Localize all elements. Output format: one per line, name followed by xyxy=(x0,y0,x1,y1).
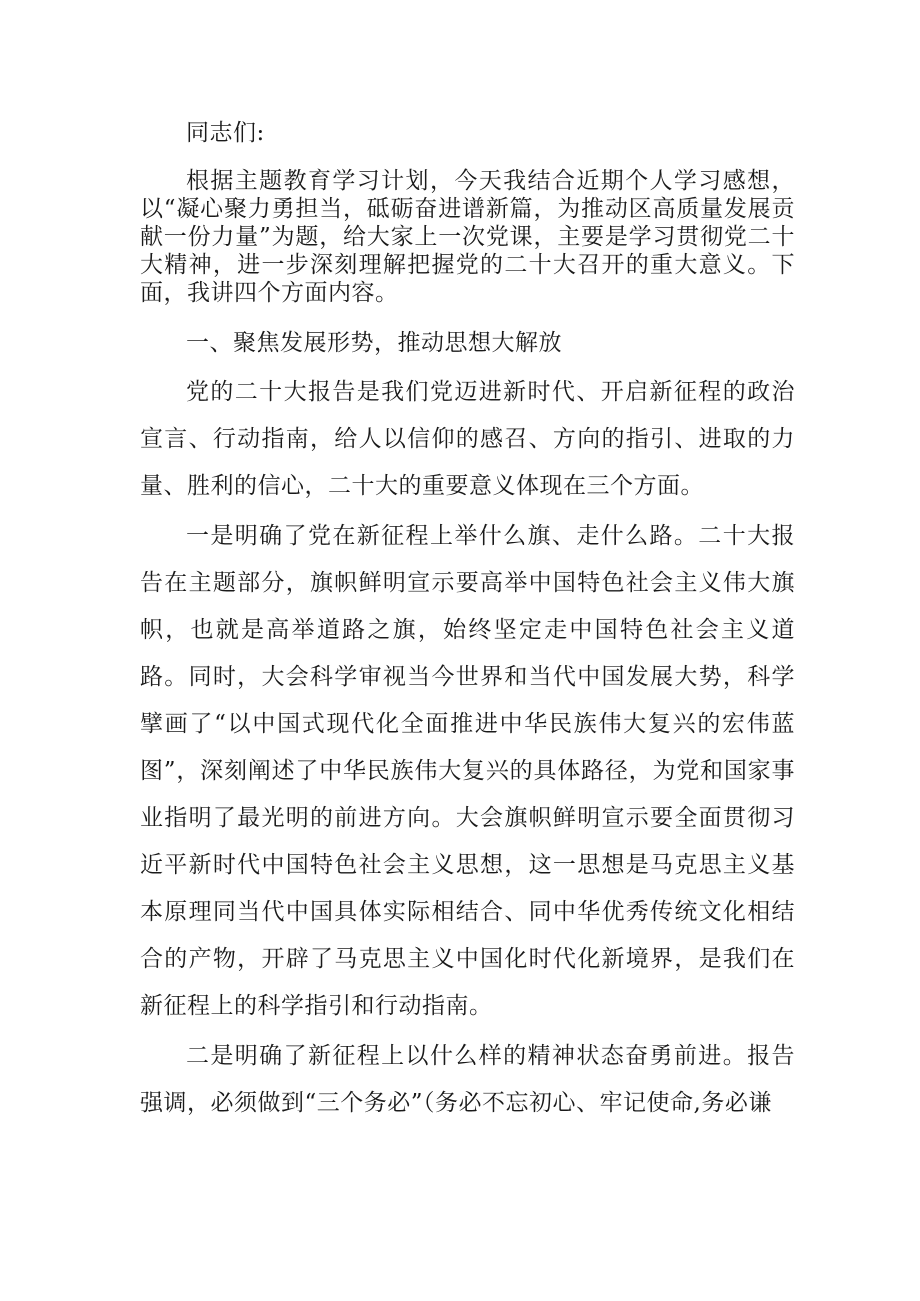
document-page xyxy=(140,118,795,1127)
body-paragraph: 二是明确了新征程上以什么样的精神状态奋勇前进。报告强调，必须做到“三个务必”（务必不忘初心、牢记使命,务必谦 xyxy=(140,1043,795,1116)
body-paragraph: 党的二十大报告是我们党迈进新时代、开启新征程的政治宣言、行动指南，给人以信仰的感召、方向的指引、进取的力量、胜利的信心，二十大的重要意义体现在三个方面。 xyxy=(140,379,795,499)
intro-paragraph: 根据主题教育学习计划，今天我结合近期个人学习感想，以“凝心聚力勇担当，砥砺奋进谱新篇，为推动区高质量发展贡献一份力量”为题，给大家上一次党课，主要是学习贯彻党二十大精神，进一步深刻理解把握党的二十大召开的重大意义。下面，我讲四个方面内容。 xyxy=(140,168,795,306)
salutation: 同志们: xyxy=(186,120,265,146)
body-paragraph: 一是明确了党在新征程上举什么旗、走什么路。二十大报告在主题部分，旗帜鲜明宣示要高举中国特色社会主义伟大旗帜，也就是高举道路之旗，始终坚定走中国特色社会主义道路。同时，大会科学审视当今世界和当代中国发展大势，科学擘画了“以中国式现代化全面推进中华民族伟大复兴的宏伟蓝图”，深刻阐述了中华民族伟大复兴的具体路径，为党和国家事业指明了最光明的前进方向。大会旗帜鲜明宣示要全面贯彻习近平新时代中国特色社会主义思想，这一思想是马克思主义基本原理同当代中国具体实际相结合、同中华优秀传统文化相结合的产物，开辟了马克思主义中国化时代化新境界，是我们在新征程上的科学指引和行动指南。 xyxy=(140,523,795,1019)
section-heading: 一、聚焦发展形势，推动思想大解放 xyxy=(186,330,562,356)
